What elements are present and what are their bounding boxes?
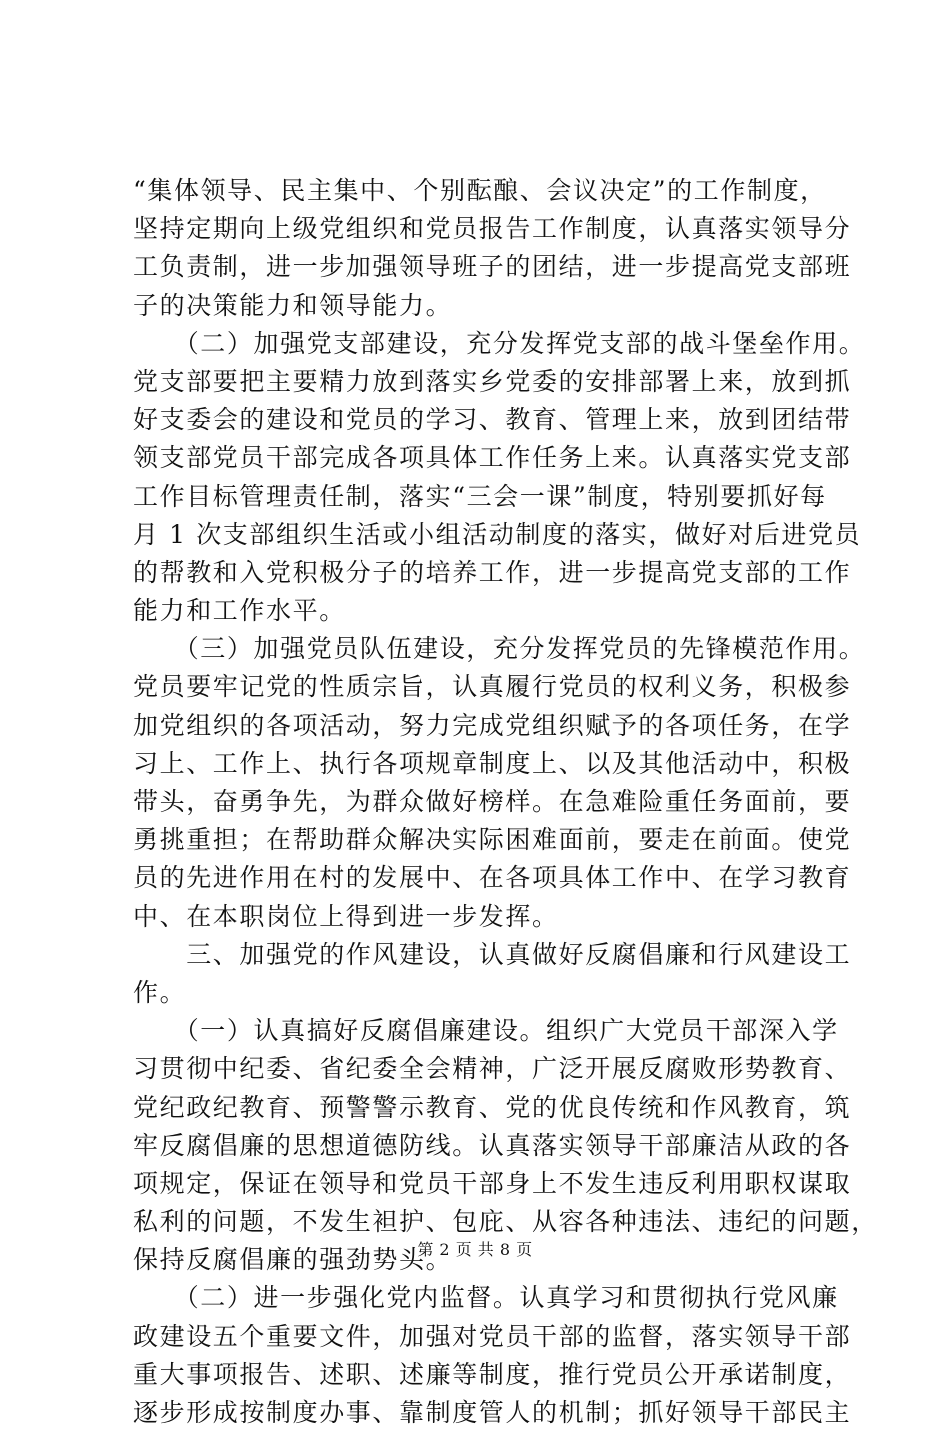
body-text-line: 保持反腐倡廉的强劲势头。 (133, 1245, 453, 1275)
body-text-line: 习贯彻中纪委、省纪委全会精神，广泛开展反腐败形势教育、 (133, 1054, 852, 1084)
body-text-line: 逐步形成按制度办事、靠制度管人的机制；抓好领导干部民主 (133, 1398, 852, 1427)
body-text-line: 中、在本职岗位上得到进一步发挥。 (133, 901, 559, 931)
body-text-line: 牢反腐倡廉的思想道德防线。认真落实领导干部廉洁从政的各 (133, 1130, 852, 1160)
body-text-line: 党支部要把主要精力放到落实乡党委的安排部署上来，放到抓 (133, 366, 852, 396)
body-text-line: （一）认真搞好反腐倡廉建设。组织广大党员干部深入学 (133, 1016, 839, 1046)
body-text-line: 私利的问题，不发生袒护、包庇、从容各种违法、违纪的问题， (133, 1207, 878, 1237)
body-text-line: 作。 (133, 977, 187, 1007)
body-text-line: 加党组织的各项活动，努力完成党组织赋予的各项任务，在学 (133, 710, 852, 740)
body-text-line: 习上、工作上、执行各项规章制度上、以及其他活动中，积极 (133, 748, 852, 778)
body-text-line: 好支委会的建设和党员的学习、教育、管理上来，放到团结带 (133, 405, 852, 435)
body-text-line: 领支部党员干部完成各项具体工作任务上来。认真落实党支部 (133, 443, 852, 473)
body-text-line: 重大事项报告、述职、述廉等制度，推行党员公开承诺制度， (133, 1359, 852, 1389)
body-text-line: （三）加强党员队伍建设，充分发挥党员的先锋模范作用。 (133, 634, 866, 664)
body-text-line: 政建设五个重要文件，加强对党员干部的监督，落实领导干部 (133, 1321, 852, 1351)
body-text-line: （二）进一步强化党内监督。认真学习和贯彻执行党风廉 (133, 1283, 839, 1313)
body-text-line: 带头，奋勇争先，为群众做好榜样。在急难险重任务面前，要 (133, 787, 852, 816)
body-text-line: “集体领导、民主集中、个别酝酿、会议决定”的工作制度， (133, 176, 827, 205)
body-text-line: 的帮教和入党积极分子的培养工作，进一步提高党支部的工作 (133, 557, 852, 587)
body-text-line: （二）加强党支部建设，充分发挥党支部的战斗堡垒作用。 (133, 328, 866, 358)
body-text-line: 项规定，保证在领导和党员干部身上不发生违反利用职权谋取 (133, 1168, 852, 1198)
body-text-line: 工负责制，进一步加强领导班子的团结，进一步提高党支部班 (133, 252, 852, 282)
body-text-line: 坚持定期向上级党组织和党员报告工作制度，认真落实领导分 (133, 214, 852, 244)
page-number-footer: 第 2 页 共 8 页 (417, 1240, 533, 1259)
body-text-line: 员的先进作用在村的发展中、在各项具体工作中、在学习教育 (133, 863, 852, 893)
body-text-line: 党纪政纪教育、预警警示教育、党的优良传统和作风教育，筑 (133, 1092, 852, 1122)
body-text-line: 能力和工作水平。 (133, 596, 346, 626)
body-text-line: 子的决策能力和领导能力。 (133, 290, 453, 320)
body-text-line: 勇挑重担；在帮助群众解决实际困难面前，要走在前面。使党 (133, 825, 852, 855)
body-text-line: 党员要牢记党的性质宗旨，认真履行党员的权利义务，积极参 (133, 672, 852, 702)
body-text-line: 三、加强党的作风建设，认真做好反腐倡廉和行风建设工 (133, 939, 852, 969)
body-text-line: 工作目标管理责任制，落实“三会一课”制度，特别要抓好每 (133, 481, 827, 511)
body-text-line: 月 1 次支部组织生活或小组活动制度的落实，做好对后进党员 (133, 519, 862, 549)
